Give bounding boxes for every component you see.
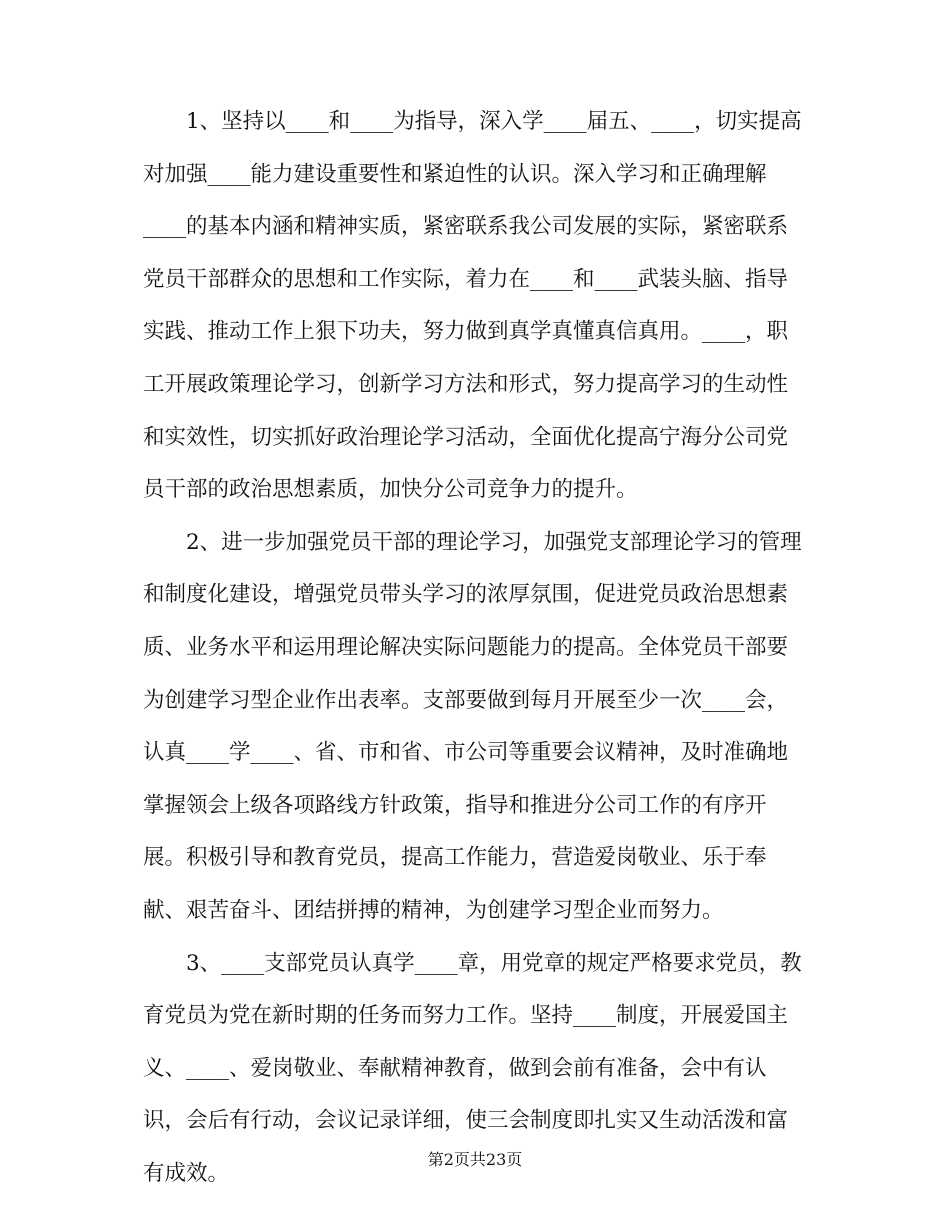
paragraph-line: 认真____学____、省、市和省、市公司等重要会议精神，及时准确地: [143, 740, 789, 766]
paragraph-line: 实践、推动工作上狠下功夫，努力做到真学真懂真信真用。____，职: [143, 319, 789, 345]
paragraph-line: 和实效性，切实抓好政治理论学习活动，全面优化提高宁海分公司党: [143, 424, 789, 450]
paragraph-line: 质、业务水平和运用理论解决实际问题能力的提高。全体党员干部要: [143, 634, 789, 660]
paragraph-line: 献、艰苦奋斗、团结拼搏的精神，为创建学习型企业而努力。: [143, 897, 724, 923]
paragraph-line: 1、坚持以____和____为指导，深入学____届五、____，切实提高: [186, 109, 802, 134]
paragraph-line: 和制度化建设，增强党员带头学习的浓厚氛围，促进党员政治思想素: [143, 582, 789, 608]
paragraph-1: [143, 96, 808, 517]
paragraph-line: 有成效。: [143, 1160, 230, 1186]
paragraph-2: [143, 517, 808, 938]
paragraph-line: 党员干部群众的思想和工作实际，着力在____和____武装头脑、指导: [143, 266, 789, 292]
paragraph-line: 为创建学习型企业作出表率。支部要做到每月开展至少一次____会，: [143, 687, 789, 713]
paragraph-line: 育党员为党在新时期的任务而努力工作。坚持____制度，开展爱国主: [143, 1003, 789, 1029]
paragraph-line: 义、____、爱岗敬业、奉献精神教育，做到会前有准备，会中有认: [143, 1055, 767, 1081]
page-number-footer: 第2页共23页: [427, 1150, 523, 1169]
document-body: [143, 96, 808, 1200]
paragraph-line: 员干部的政治思想素质，加快分公司竞争力的提升。: [143, 477, 638, 503]
paragraph-line: 工开展政策理论学习，创新学习方法和形式，努力提高学习的生动性: [143, 371, 789, 397]
paragraph-line: 2、进一步加强党员干部的理论学习，加强党支部理论学习的管理: [186, 529, 802, 555]
paragraph-line: 识，会后有行动，会议记录详细，使三会制度即扎实又生动活泼和富: [143, 1108, 789, 1134]
paragraph-line: 掌握领会上级各项路线方针政策，指导和推进分公司工作的有序开: [143, 792, 767, 818]
paragraph-line: 对加强____能力建设重要性和紧迫性的认识。深入学习和正确理解: [143, 161, 767, 187]
paragraph-line: 3、____支部党员认真学____章，用党章的规定严格要求党员，教: [186, 950, 802, 976]
paragraph-line: 展。积极引导和教育党员，提高工作能力，营造爱岗敬业、乐于奉: [143, 845, 767, 871]
paragraph-line: ____的基本内涵和精神实质，紧密联系我公司发展的实际，紧密联系: [143, 214, 789, 240]
